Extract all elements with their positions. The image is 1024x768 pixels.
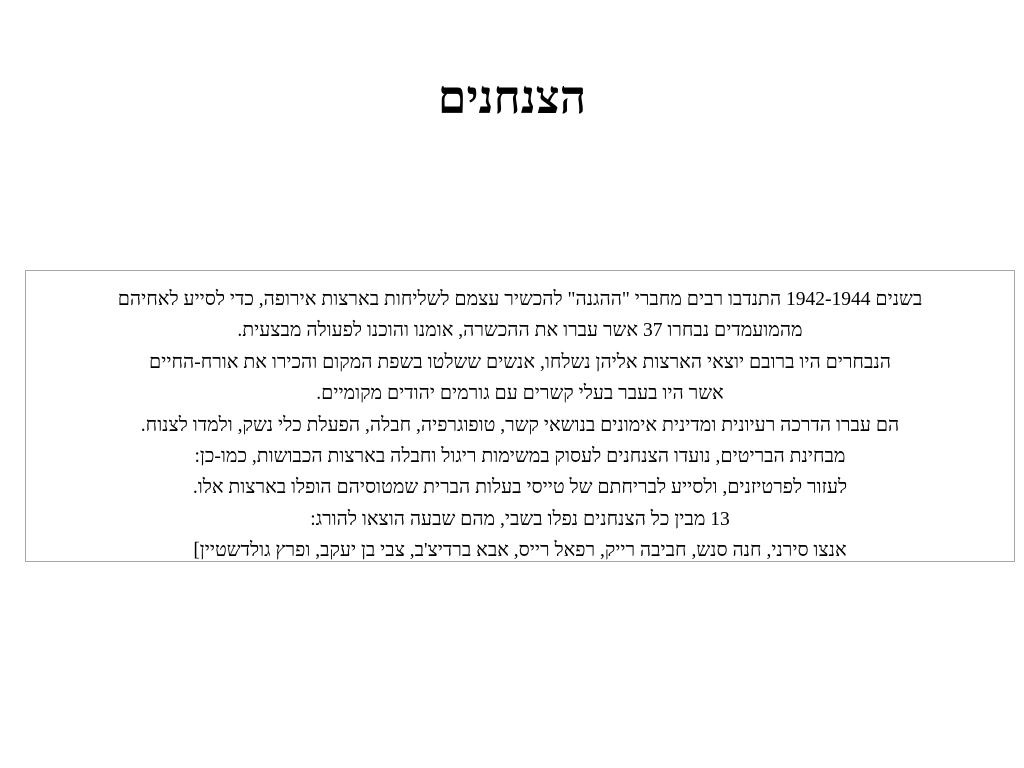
slide-title: הצנחנים [437, 72, 587, 123]
body-line: מבחינת הבריטים, נועדו הצנחנים לעסוק במשימות ריגול וחבלה בארצות הכבושות, כמו-כן: [194, 446, 846, 468]
body-line: הנבחרים היו ברובם יוצאי הארצות אליהן נשלחו, אנשים ששלטו בשפת המקום והכירו את אורח-החיים [149, 351, 891, 373]
body-line: 13 מבין כל הצנחנים נפלו בשבי, מהם שבעה הוצאו להורג: [310, 508, 730, 530]
body-line: מהמועמדים נבחרו 37 אשר עברו את ההכשרה, אומנו והוכנו לפעולה מבצעית. [237, 320, 803, 342]
body-line: לעזור לפרטיזנים, ולסייע לבריחתם של טייסי בעלות הברית שמטוסיהם הופלו בארצות אלו. [192, 477, 848, 499]
body-line: אנצו סירני, חנה סנש, חביבה רייק, רפאל רייס, אבא ברדיצ'ב, צבי בן יעקב, ופרץ גולדשטיין] [193, 540, 847, 562]
body-line: בשנים 1942-1944 התנדבו רבים מחברי "ההגנה" להכשיר עצמם לשליחות בארצות אירופה, כדי לסייע לאחיהם [117, 289, 923, 310]
body-line: אשר היו בעבר בעלי קשרים עם גורמים יהודים מקומיים. [316, 383, 724, 405]
body-text-box [25, 270, 1015, 562]
body-line: הם עברו הדרכה רעיונית ומדינית אימונים בנושאי קשר, טופוגרפיה, חבלה, הפעלת כלי נשק, ולמדו לצנוח. [140, 414, 900, 436]
